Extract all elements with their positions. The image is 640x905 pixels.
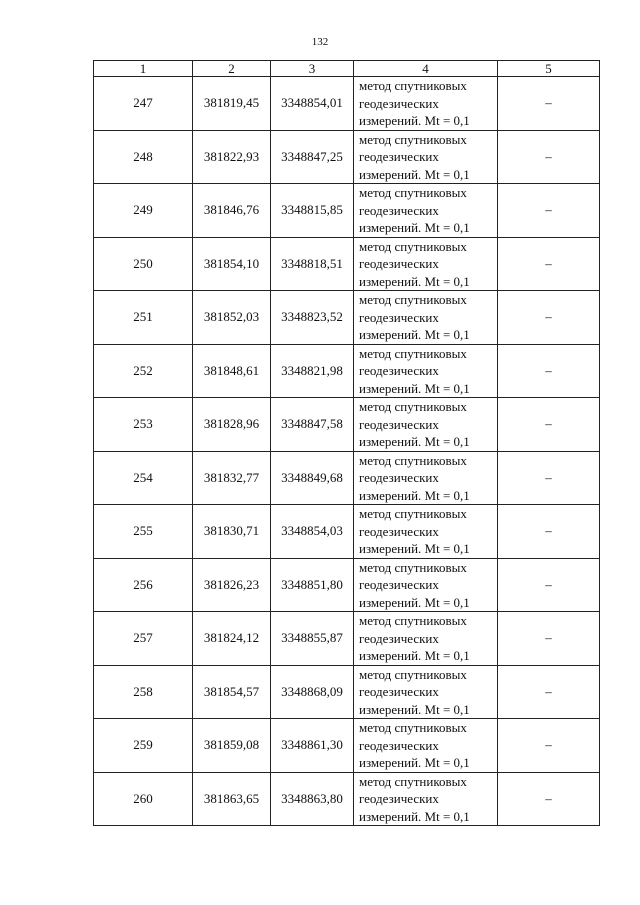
method-text-line: геодезических	[359, 149, 439, 164]
x-coordinate-cell: 381852,03	[193, 291, 271, 345]
method-text-line: измерений. Mt = 0,1	[359, 487, 470, 503]
method-text-line: метод спутниковых	[359, 399, 467, 414]
note-cell: –	[498, 291, 600, 345]
method-text-line: геодезических	[359, 416, 439, 432]
note-cell: –	[498, 719, 600, 773]
note-cell: –	[498, 665, 600, 719]
point-number-cell: 260	[94, 772, 193, 826]
y-coordinate-cell: 3348823,52	[271, 291, 354, 345]
x-coordinate-cell: 381846,76	[193, 184, 271, 238]
method-text-line: измерений. Mt = 0,1	[359, 701, 470, 717]
method-cell	[354, 237, 498, 291]
y-coordinate-cell: 3348847,58	[271, 398, 354, 452]
method-text-line: измерений. Mt = 0,1	[359, 220, 470, 235]
x-coordinate-cell: 381832,77	[193, 451, 271, 505]
method-text-line: измерений. Mt = 0,1	[359, 166, 470, 182]
method-text-line: геодезических	[359, 523, 439, 539]
method-text-line: метод спутниковых	[359, 452, 467, 468]
y-coordinate-cell: 3348815,85	[271, 184, 354, 238]
method-cell	[354, 558, 498, 612]
x-coordinate-cell: 381863,65	[193, 772, 271, 826]
method-text-line: метод спутниковых	[359, 345, 467, 361]
x-coordinate-cell: 381824,12	[193, 612, 271, 666]
point-number-cell: 257	[94, 612, 193, 666]
table-row	[94, 77, 600, 131]
x-coordinate-cell: 381819,45	[193, 77, 271, 131]
point-number-cell: 250	[94, 237, 193, 291]
y-coordinate-cell: 3348854,03	[271, 505, 354, 559]
point-number-cell: 248	[94, 130, 193, 184]
x-coordinate-cell: 381854,10	[193, 237, 271, 291]
table-row	[94, 558, 600, 612]
table-row	[94, 237, 600, 291]
method-cell	[354, 291, 498, 345]
method-text-line: метод спутниковых	[359, 78, 467, 93]
x-coordinate-cell: 381828,96	[193, 398, 271, 452]
table-row	[94, 451, 600, 505]
table-row	[94, 398, 600, 452]
method-text-line: измерений. Mt = 0,1	[359, 327, 470, 342]
method-text-line: измерений. Mt = 0,1	[359, 273, 470, 289]
method-text-line: измерений. Mt = 0,1	[359, 113, 470, 128]
point-number-cell: 256	[94, 558, 193, 612]
point-number-cell: 247	[94, 77, 193, 131]
note-cell: –	[498, 505, 600, 559]
method-text-line: геодезических	[359, 95, 439, 111]
method-text-line: геодезических	[359, 737, 439, 753]
point-number-cell: 253	[94, 398, 193, 452]
note-cell: –	[498, 237, 600, 291]
method-text-line: измерений. Mt = 0,1	[359, 434, 470, 449]
table-row	[94, 184, 600, 238]
table-row	[94, 612, 600, 666]
point-number-cell: 249	[94, 184, 193, 238]
x-coordinate-cell: 381830,71	[193, 505, 271, 559]
method-text-line: геодезических	[359, 684, 439, 699]
table-row	[94, 719, 600, 773]
point-number-cell: 258	[94, 665, 193, 719]
y-coordinate-cell: 3348847,25	[271, 130, 354, 184]
x-coordinate-cell: 381854,57	[193, 665, 271, 719]
method-text-line: метод спутниковых	[359, 185, 467, 200]
table-row	[94, 344, 600, 398]
method-text-line: геодезических	[359, 309, 439, 325]
table-row	[94, 130, 600, 184]
method-cell	[354, 772, 498, 826]
method-text-line: измерений. Mt = 0,1	[359, 755, 470, 770]
y-coordinate-cell: 3348851,80	[271, 558, 354, 612]
method-text-line: измерений. Mt = 0,1	[359, 808, 470, 824]
method-text-line: геодезических	[359, 363, 439, 378]
table-row	[94, 772, 600, 826]
note-cell: –	[498, 184, 600, 238]
note-cell: –	[498, 77, 600, 131]
method-text-line: метод спутниковых	[359, 720, 467, 735]
method-cell	[354, 344, 498, 398]
method-text-line: геодезических	[359, 256, 439, 271]
method-text-line: метод спутниковых	[359, 238, 467, 254]
method-text-line: метод спутниковых	[359, 773, 467, 789]
note-cell: –	[498, 398, 600, 452]
method-text-line: метод спутниковых	[359, 506, 467, 521]
y-coordinate-cell: 3348854,01	[271, 77, 354, 131]
coordinates-table	[93, 60, 600, 826]
point-number-cell: 252	[94, 344, 193, 398]
column-header: 3	[271, 61, 354, 77]
method-cell	[354, 451, 498, 505]
column-header: 1	[94, 61, 193, 77]
column-header: 4	[354, 61, 498, 77]
note-cell: –	[498, 451, 600, 505]
method-cell	[354, 612, 498, 666]
note-cell: –	[498, 612, 600, 666]
note-cell: –	[498, 344, 600, 398]
y-coordinate-cell: 3348861,30	[271, 719, 354, 773]
point-number-cell: 255	[94, 505, 193, 559]
method-text-line: метод спутниковых	[359, 613, 467, 628]
method-text-line: метод спутниковых	[359, 292, 467, 307]
method-text-line: измерений. Mt = 0,1	[359, 541, 470, 556]
method-cell	[354, 130, 498, 184]
x-coordinate-cell: 381826,23	[193, 558, 271, 612]
point-number-cell: 259	[94, 719, 193, 773]
table-body	[94, 77, 600, 826]
y-coordinate-cell: 3348868,09	[271, 665, 354, 719]
y-coordinate-cell: 3348863,80	[271, 772, 354, 826]
method-text-line: измерений. Mt = 0,1	[359, 380, 470, 396]
table-row	[94, 665, 600, 719]
method-text-line: геодезических	[359, 791, 439, 806]
y-coordinate-cell: 3348821,98	[271, 344, 354, 398]
method-text-line: метод спутниковых	[359, 131, 467, 147]
method-text-line: геодезических	[359, 202, 439, 218]
method-text-line: метод спутниковых	[359, 666, 467, 682]
method-cell	[354, 77, 498, 131]
note-cell: –	[498, 772, 600, 826]
method-text-line: геодезических	[359, 470, 439, 485]
y-coordinate-cell: 3348855,87	[271, 612, 354, 666]
column-header: 2	[193, 61, 271, 77]
method-cell	[354, 665, 498, 719]
point-number-cell: 251	[94, 291, 193, 345]
x-coordinate-cell: 381822,93	[193, 130, 271, 184]
method-cell	[354, 184, 498, 238]
table-row	[94, 505, 600, 559]
method-text-line: геодезических	[359, 577, 439, 592]
method-text-line: измерений. Mt = 0,1	[359, 648, 470, 663]
page-number: 132	[311, 36, 329, 48]
y-coordinate-cell: 3348849,68	[271, 451, 354, 505]
table-header-row	[94, 61, 600, 77]
method-cell	[354, 398, 498, 452]
y-coordinate-cell: 3348818,51	[271, 237, 354, 291]
method-text-line: геодезических	[359, 630, 439, 646]
method-cell	[354, 719, 498, 773]
table-row	[94, 291, 600, 345]
note-cell: –	[498, 130, 600, 184]
method-cell	[354, 505, 498, 559]
point-number-cell: 254	[94, 451, 193, 505]
x-coordinate-cell: 381848,61	[193, 344, 271, 398]
x-coordinate-cell: 381859,08	[193, 719, 271, 773]
method-text-line: измерений. Mt = 0,1	[359, 594, 470, 610]
note-cell: –	[498, 558, 600, 612]
method-text-line: метод спутниковых	[359, 559, 467, 575]
column-header: 5	[498, 61, 600, 77]
